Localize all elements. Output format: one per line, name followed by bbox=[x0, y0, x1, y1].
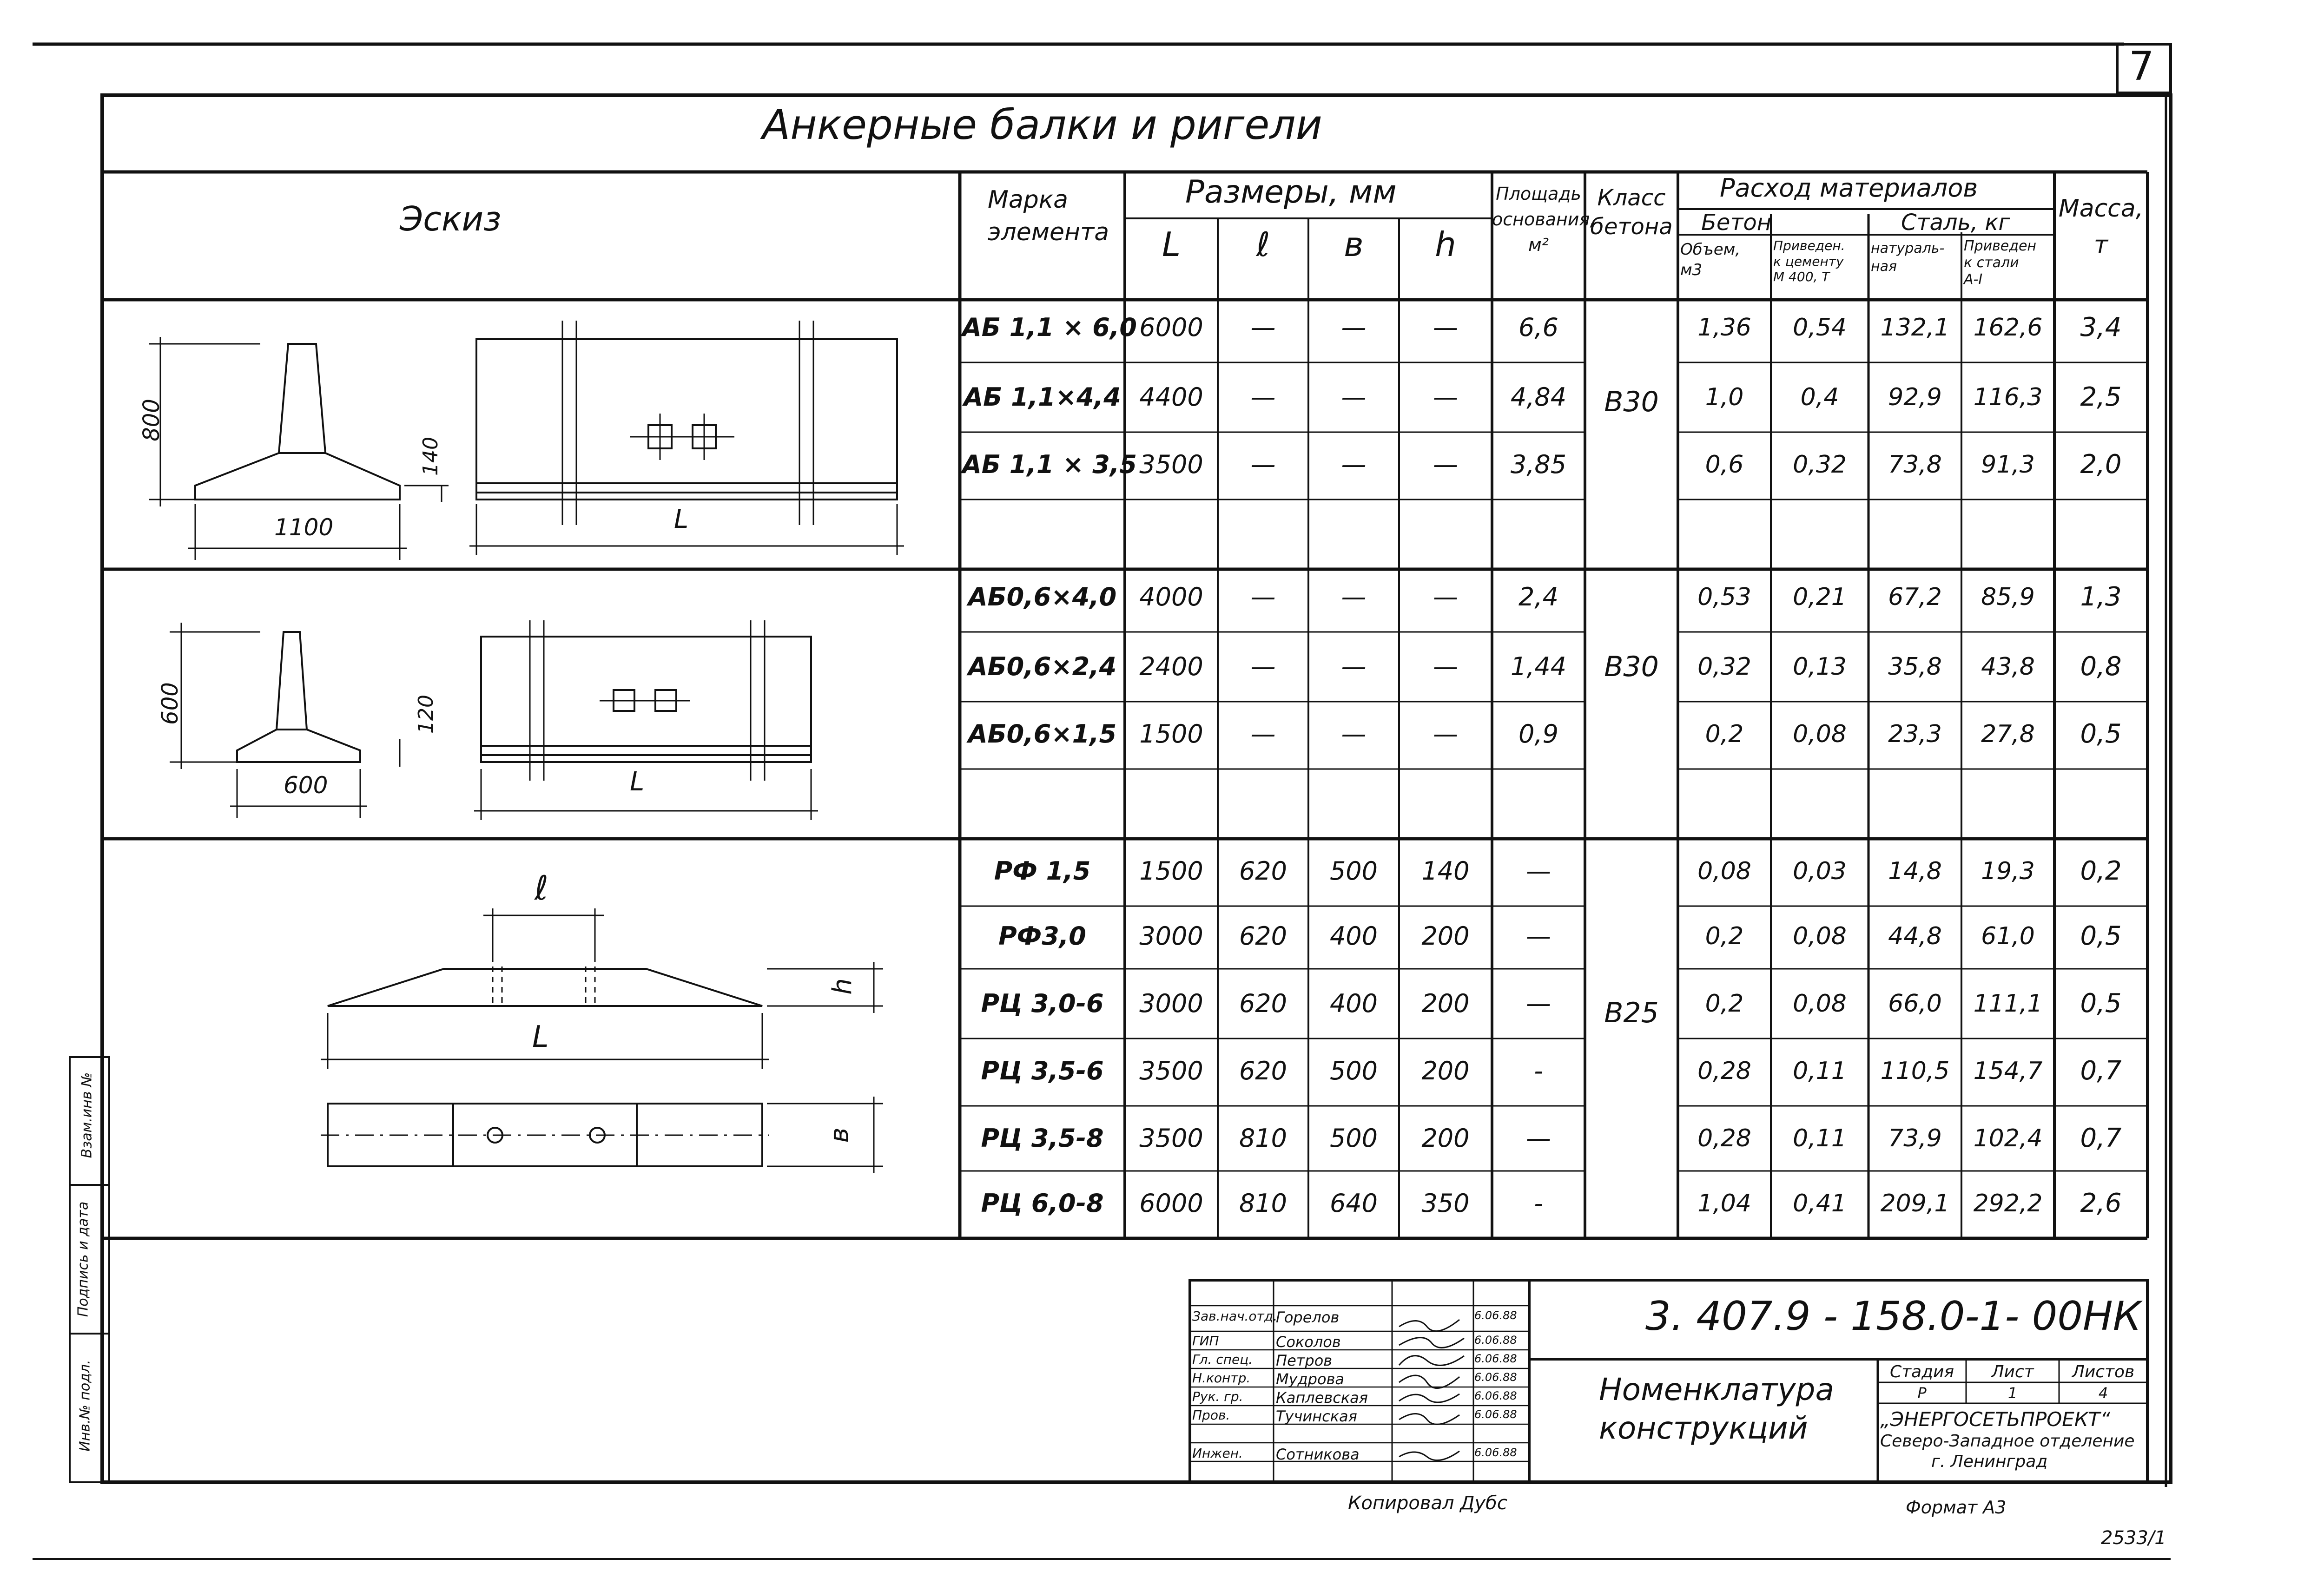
table-cell: — bbox=[1526, 989, 1551, 1018]
signature-name: Тучинская bbox=[1276, 1407, 1357, 1425]
table-cell: - bbox=[1534, 1056, 1543, 1085]
sketch1-flange-label: 140 bbox=[418, 437, 442, 476]
sketch2-length-label: L bbox=[630, 767, 645, 797]
table-cell: 2,6 bbox=[2080, 1188, 2122, 1218]
area-header bbox=[1492, 181, 1596, 258]
sketch-header: Эскиз bbox=[400, 199, 502, 238]
table-cell: — bbox=[1341, 313, 1367, 342]
table-cell: 2,4 bbox=[1519, 582, 1558, 611]
volume-header-line1: Объем, bbox=[1680, 240, 1741, 259]
table-cell: — bbox=[1433, 450, 1458, 479]
table-cell: — bbox=[1433, 382, 1458, 412]
table-cell: 2,5 bbox=[2080, 382, 2122, 412]
table-cell: 102,4 bbox=[1973, 1124, 2043, 1152]
document-name-line1: Номенклатура bbox=[1599, 1372, 1834, 1407]
mass-header-line1: Масса, bbox=[2058, 195, 2144, 223]
table-cell: 27,8 bbox=[1981, 720, 2035, 748]
table-cell: 0,7 bbox=[2080, 1123, 2122, 1153]
table-cell: 6000 bbox=[1139, 313, 1203, 342]
table-cell: — bbox=[1341, 652, 1367, 681]
group1-class: В30 bbox=[1604, 386, 1659, 418]
table-cell: — bbox=[1526, 856, 1551, 886]
table-cell: 0,32 bbox=[1697, 653, 1751, 681]
stamp-signature-date: Подпись и дата bbox=[75, 1201, 92, 1317]
table-cell: 162,6 bbox=[1973, 314, 2043, 342]
table-cell: 66,0 bbox=[1888, 990, 1942, 1018]
sketch2-base-label: 600 bbox=[284, 772, 328, 799]
stamp-inv-number: Инв.№ подл. bbox=[77, 1360, 93, 1452]
dim-col-l: ℓ bbox=[1256, 225, 1270, 264]
volume-header-line2: м3 bbox=[1680, 261, 1703, 280]
element-mark: РФ3,0 bbox=[998, 921, 1086, 951]
table-cell: — bbox=[1250, 382, 1276, 412]
steel-header: Сталь, кг bbox=[1901, 210, 2010, 236]
table-cell: 0,08 bbox=[1793, 922, 1847, 950]
sketch3-h-label: h bbox=[827, 978, 858, 995]
table-cell: 620 bbox=[1239, 856, 1287, 886]
signature-role: Н.контр. bbox=[1192, 1370, 1251, 1386]
table-cell: 0,2 bbox=[1705, 922, 1744, 950]
signature-name: Горелов bbox=[1276, 1308, 1340, 1326]
sketch3-L-label: L bbox=[532, 1020, 549, 1054]
sketch2-height-label: 600 bbox=[157, 682, 183, 725]
element-mark: АБ0,6×2,4 bbox=[968, 652, 1117, 681]
table-cell: — bbox=[1433, 313, 1458, 342]
table-cell: 0,8 bbox=[2080, 651, 2122, 682]
reduced-cement-line1: Приведен. bbox=[1773, 238, 1845, 253]
table-cell: — bbox=[1250, 652, 1276, 681]
table-cell: 14,8 bbox=[1888, 857, 1942, 885]
page-title: Анкерные балки и ригели bbox=[762, 101, 1322, 149]
signature-name: Каплевская bbox=[1276, 1389, 1368, 1407]
dim-col-b: в bbox=[1344, 225, 1364, 264]
table-cell: 1,36 bbox=[1697, 314, 1751, 342]
table-cell: - bbox=[1534, 1189, 1543, 1218]
table-cell: 116,3 bbox=[1973, 383, 2043, 411]
table-cell: 0,11 bbox=[1793, 1124, 1847, 1152]
table-cell: 620 bbox=[1239, 989, 1287, 1018]
table-cell: 200 bbox=[1421, 1124, 1470, 1153]
stage-value: Р bbox=[1917, 1384, 1927, 1402]
table-cell: 3,85 bbox=[1510, 450, 1567, 479]
table-cell: 6000 bbox=[1139, 1189, 1203, 1218]
table-cell: 73,8 bbox=[1888, 451, 1942, 479]
table-cell: 810 bbox=[1239, 1124, 1287, 1153]
page-number: 7 bbox=[2129, 43, 2154, 90]
table-cell: 4,84 bbox=[1510, 382, 1567, 412]
mass-header-line2: т bbox=[2093, 231, 2108, 259]
table-cell: 3,4 bbox=[2080, 312, 2122, 342]
table-cell: 500 bbox=[1329, 856, 1378, 886]
element-mark: РЦ 3,5-6 bbox=[981, 1056, 1104, 1085]
table-cell: 2400 bbox=[1139, 652, 1203, 681]
dims-header: Размеры, мм bbox=[1185, 174, 1397, 210]
table-cell: 61,0 bbox=[1981, 922, 2035, 950]
table-cell: 0,2 bbox=[2080, 856, 2122, 886]
table-cell: 0,9 bbox=[1519, 719, 1558, 749]
table-cell: 0,32 bbox=[1793, 451, 1847, 479]
table-cell: 1,3 bbox=[2080, 582, 2122, 612]
class-header-line2: бетона bbox=[1590, 214, 1673, 240]
table-cell: 0,2 bbox=[1705, 720, 1744, 748]
sketch2-flange-label: 120 bbox=[414, 695, 438, 734]
table-cell: 350 bbox=[1421, 1189, 1470, 1218]
element-mark: РЦ 3,5-8 bbox=[981, 1124, 1104, 1153]
table-cell: 0,4 bbox=[1800, 383, 1839, 411]
signature-date: 6.06.88 bbox=[1474, 1371, 1517, 1384]
table-cell: 620 bbox=[1239, 1056, 1287, 1085]
reduced-cement-header bbox=[1773, 238, 1845, 285]
element-mark: АБ0,6×1,5 bbox=[968, 719, 1117, 749]
table-cell: 0,6 bbox=[1705, 451, 1744, 479]
sheet-value: 1 bbox=[2007, 1384, 2018, 1402]
natural-header-line2: ная bbox=[1871, 258, 1897, 275]
table-cell: 154,7 bbox=[1973, 1057, 2043, 1085]
organization-branch: Северо-Западное отделение bbox=[1880, 1432, 2135, 1451]
area-header-line1: Площадь bbox=[1496, 184, 1581, 204]
natural-header-line1: натураль- bbox=[1871, 240, 1945, 256]
table-cell: 0,08 bbox=[1793, 720, 1847, 748]
table-cell: 200 bbox=[1421, 989, 1470, 1018]
volume-header bbox=[1680, 239, 1740, 280]
table-cell: 0,53 bbox=[1697, 583, 1751, 611]
table-cell: — bbox=[1526, 921, 1551, 951]
table-cell: 0,54 bbox=[1793, 314, 1847, 342]
reduced-steel-header bbox=[1964, 238, 2036, 288]
table-cell: 3500 bbox=[1139, 450, 1203, 479]
table-cell: 3000 bbox=[1139, 989, 1203, 1018]
mark-header-line1: Марка bbox=[988, 186, 1069, 214]
signature-role: Пров. bbox=[1192, 1407, 1230, 1423]
signature-name: Мудрова bbox=[1276, 1370, 1345, 1388]
table-cell: 3000 bbox=[1139, 921, 1203, 951]
signature-role: Рук. гр. bbox=[1192, 1389, 1243, 1404]
organization bbox=[1880, 1408, 2135, 1472]
table-cell: 0,13 bbox=[1793, 653, 1847, 681]
table-cell: 1500 bbox=[1139, 856, 1203, 886]
table-cell: 92,9 bbox=[1888, 383, 1942, 411]
stage-label: Стадия bbox=[1889, 1362, 1954, 1381]
signature-name: Сотникова bbox=[1276, 1446, 1360, 1463]
signature-date: 6.06.88 bbox=[1474, 1334, 1517, 1347]
table-cell: 0,2 bbox=[1705, 990, 1744, 1018]
table-cell: 0,21 bbox=[1793, 583, 1847, 611]
table-cell: 0,41 bbox=[1793, 1190, 1847, 1217]
signature-date: 6.06.88 bbox=[1474, 1408, 1517, 1421]
table-cell: 0,5 bbox=[2080, 719, 2122, 749]
natural-header bbox=[1871, 239, 1944, 276]
copied-by: Копировал Дубс bbox=[1348, 1492, 1507, 1514]
table-cell: 85,9 bbox=[1981, 583, 2035, 611]
table-cell: 110,5 bbox=[1880, 1057, 1950, 1085]
table-cell: 2,0 bbox=[2080, 449, 2122, 480]
table-cell: 44,8 bbox=[1888, 922, 1942, 950]
table-cell: 6,6 bbox=[1519, 313, 1558, 342]
signature-role: Инжен. bbox=[1192, 1446, 1243, 1461]
element-mark: РФ 1,5 bbox=[994, 856, 1091, 886]
table-cell: 132,1 bbox=[1880, 314, 1950, 342]
table-cell: 23,3 bbox=[1888, 720, 1942, 748]
table-cell: 0,08 bbox=[1697, 857, 1751, 885]
table-cell: — bbox=[1341, 582, 1367, 611]
table-cell: 0,28 bbox=[1697, 1057, 1751, 1085]
table-cell: 1,44 bbox=[1510, 652, 1567, 681]
table-cell: 1,0 bbox=[1705, 383, 1744, 411]
table-cell: — bbox=[1433, 719, 1458, 749]
document-name bbox=[1599, 1371, 1834, 1447]
group2-class: В30 bbox=[1604, 651, 1659, 683]
element-mark: РЦ 6,0-8 bbox=[981, 1189, 1104, 1218]
sheets-label: Листов bbox=[2072, 1362, 2135, 1381]
table-cell: 292,2 bbox=[1973, 1190, 2043, 1217]
table-cell: 140 bbox=[1421, 856, 1470, 886]
signature-name: Петров bbox=[1276, 1352, 1333, 1369]
group3-class: В25 bbox=[1604, 997, 1659, 1029]
table-cell: 1,04 bbox=[1697, 1190, 1751, 1217]
sketch1-length-label: L bbox=[674, 504, 689, 534]
table-cell: 200 bbox=[1421, 1056, 1470, 1085]
signature-role: Зав.нач.отд. bbox=[1192, 1308, 1278, 1324]
archive-number: 2533/1 bbox=[2101, 1527, 2166, 1549]
table-cell: — bbox=[1250, 450, 1276, 479]
table-cell: 67,2 bbox=[1888, 583, 1942, 611]
reduced-steel-line3: А-I bbox=[1964, 271, 1983, 288]
sketch1-base-label: 1100 bbox=[274, 514, 334, 541]
table-cell: 4400 bbox=[1139, 382, 1203, 412]
reduced-steel-line1: Приведен bbox=[1964, 238, 2037, 254]
table-cell: 0,7 bbox=[2080, 1056, 2122, 1086]
table-cell: 0,11 bbox=[1793, 1057, 1847, 1085]
element-mark: АБ 1,1×4,4 bbox=[964, 382, 1121, 412]
table-cell: 500 bbox=[1329, 1056, 1378, 1085]
table-cell: 91,3 bbox=[1981, 451, 2035, 479]
table-cell: 620 bbox=[1239, 921, 1287, 951]
area-header-line2: основания, bbox=[1492, 209, 1596, 230]
document-code: 3. 407.9 - 158.0-1- 00НК bbox=[1645, 1293, 2141, 1340]
element-mark: АБ 1,1 × 3,5 bbox=[962, 450, 1137, 479]
table-cell: — bbox=[1250, 313, 1276, 342]
concrete-header: Бетон bbox=[1701, 210, 1772, 236]
table-cell: 19,3 bbox=[1981, 857, 2035, 885]
reduced-cement-line2: к цементу bbox=[1773, 253, 1844, 269]
element-mark: АБ 1,1 × 6,0 bbox=[962, 313, 1137, 342]
stamp-replaced-inv: Взам.инв № bbox=[79, 1072, 95, 1158]
signature-date: 6.06.88 bbox=[1474, 1446, 1517, 1459]
table-cell: 4000 bbox=[1139, 582, 1203, 611]
signature-name: Соколов bbox=[1276, 1333, 1341, 1351]
class-header bbox=[1585, 184, 1678, 242]
element-mark: АБ0,6×4,0 bbox=[968, 582, 1117, 611]
table-cell: 0,5 bbox=[2080, 921, 2122, 951]
table-cell: 0,03 bbox=[1793, 857, 1847, 885]
table-cell: — bbox=[1433, 582, 1458, 611]
area-header-line3: м² bbox=[1528, 235, 1549, 256]
table-cell: 209,1 bbox=[1880, 1190, 1950, 1217]
table-cell: — bbox=[1341, 719, 1367, 749]
signature-date: 6.06.88 bbox=[1474, 1352, 1517, 1365]
signature-date: 6.06.88 bbox=[1474, 1309, 1517, 1322]
mark-header bbox=[988, 184, 1109, 249]
table-cell: — bbox=[1433, 652, 1458, 681]
table-cell: — bbox=[1250, 719, 1276, 749]
table-cell: 35,8 bbox=[1888, 653, 1942, 681]
mark-header-line2: элемента bbox=[988, 218, 1109, 247]
signature-date: 6.06.88 bbox=[1474, 1389, 1517, 1402]
dim-col-h: h bbox=[1435, 225, 1456, 264]
table-cell: — bbox=[1341, 382, 1367, 412]
organization-name: „ЭНЕРГОСЕТЬПРОЕКТ“ bbox=[1880, 1408, 2111, 1431]
class-header-line1: Класс bbox=[1597, 185, 1666, 211]
table-cell: 3500 bbox=[1139, 1124, 1203, 1153]
table-cell: 1500 bbox=[1139, 719, 1203, 749]
sheets-value: 4 bbox=[2098, 1384, 2108, 1402]
organization-city: г. Ленинград bbox=[1931, 1452, 2048, 1471]
reduced-cement-line3: М 400, Т bbox=[1773, 269, 1830, 285]
table-cell: 73,9 bbox=[1888, 1124, 1942, 1152]
table-cell: — bbox=[1341, 450, 1367, 479]
table-cell: 0,5 bbox=[2080, 988, 2122, 1019]
signature-role: ГИП bbox=[1192, 1333, 1219, 1348]
document-name-line2: конструкций bbox=[1599, 1410, 1808, 1446]
table-cell: — bbox=[1526, 1124, 1551, 1153]
table-cell: 0,28 bbox=[1697, 1124, 1751, 1152]
table-cell: 111,1 bbox=[1973, 990, 2043, 1018]
sketch3-b-label: в bbox=[824, 1127, 855, 1143]
dim-col-L: L bbox=[1162, 225, 1181, 264]
sketch3-l-label: ℓ bbox=[535, 868, 548, 907]
signature-role: Гл. спец. bbox=[1192, 1352, 1253, 1367]
sketch1-height-label: 800 bbox=[138, 399, 165, 441]
table-cell: 640 bbox=[1329, 1189, 1378, 1218]
table-cell: 200 bbox=[1421, 921, 1470, 951]
table-cell: — bbox=[1250, 582, 1276, 611]
materials-header: Расход материалов bbox=[1720, 173, 1978, 203]
element-mark: РЦ 3,0-6 bbox=[981, 989, 1104, 1018]
table-cell: 0,08 bbox=[1793, 990, 1847, 1018]
table-cell: 3500 bbox=[1139, 1056, 1203, 1085]
table-cell: 400 bbox=[1329, 921, 1378, 951]
table-cell: 500 bbox=[1329, 1124, 1378, 1153]
table-cell: 43,8 bbox=[1981, 653, 2035, 681]
reduced-steel-line2: к стали bbox=[1964, 255, 2019, 271]
table-cell: 810 bbox=[1239, 1189, 1287, 1218]
table-cell: 400 bbox=[1329, 989, 1378, 1018]
mass-header bbox=[2054, 191, 2147, 263]
sheet-format: Формат А3 bbox=[1906, 1497, 2007, 1518]
sheet-label: Лист bbox=[1991, 1362, 2034, 1381]
